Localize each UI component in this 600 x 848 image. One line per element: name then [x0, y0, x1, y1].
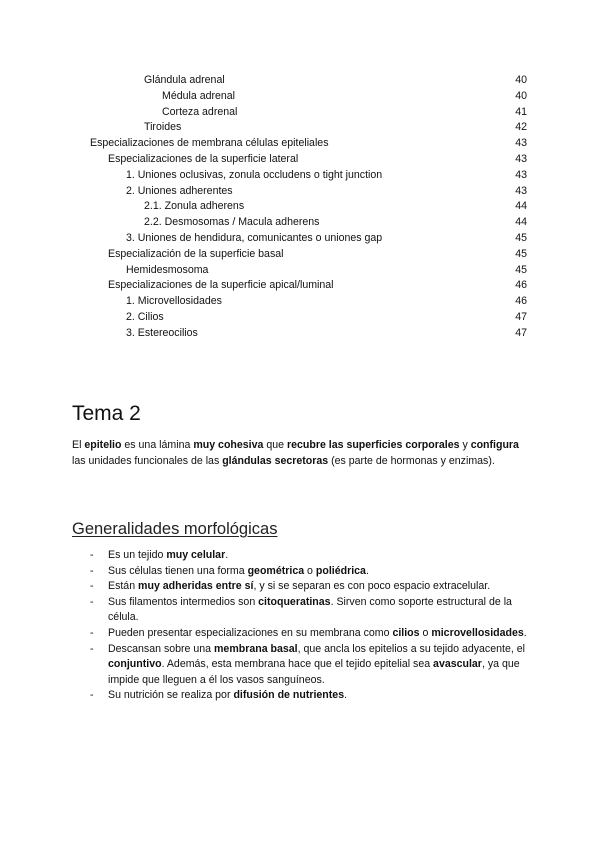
toc-entry[interactable]: [0, 89, 600, 105]
bold-term: microvellosidades: [431, 626, 524, 639]
toc-entry[interactable]: [0, 120, 600, 136]
toc-entry[interactable]: [0, 278, 600, 294]
bold-term: poliédrica: [315, 564, 366, 577]
text-run: las unidades funcionales de las: [72, 454, 223, 467]
toc-entry-page: 40: [515, 74, 527, 86]
toc-entry[interactable]: [0, 326, 600, 342]
text-run: Pueden presentar especializaciones en su membrana como: [108, 626, 393, 639]
toc-entry[interactable]: [0, 294, 600, 310]
text-run: . Además, esta membrana hace que el tejido epitelial sea: [161, 658, 434, 671]
text-run: . Sirven como soporte estructural de la célula.: [108, 595, 512, 624]
toc-entry-page: 45: [515, 263, 527, 276]
toc-entry-label: 2. Cilios: [126, 310, 164, 323]
bullet-dash: -: [90, 549, 94, 561]
toc-entry-label: Especializaciones de la superficie lateral: [108, 152, 299, 165]
text-run: o: [419, 626, 432, 639]
toc-entry[interactable]: [0, 199, 600, 215]
toc-entry-label: Médula adrenal: [162, 89, 236, 102]
text-run: Están: [108, 580, 139, 593]
toc-entry-page: 45: [515, 231, 527, 244]
list-item: [72, 688, 528, 704]
toc-entry-page: 45: [515, 247, 527, 260]
text-run: Es un tejido: [108, 549, 167, 561]
text-run: Sus filamentos intermedios son: [108, 595, 259, 608]
toc-entry[interactable]: [0, 310, 600, 326]
bold-term: muy cohesiva: [193, 439, 264, 451]
toc-entry-page: 44: [515, 216, 527, 229]
toc-entry-label: 1. Uniones oclusivas, zonula occludens o tight junction: [126, 168, 383, 181]
toc-entry-label: 2.2. Desmosomas / Macula adherens: [144, 216, 320, 229]
list-item: [72, 595, 528, 626]
text-run: , ya que impide que lleguen a él los vasos sanguíneos.: [108, 658, 520, 686]
toc-entry-label: 2. Uniones adherentes: [126, 184, 233, 197]
bullet-dash: -: [90, 564, 94, 577]
toc-entry-page: 43: [515, 152, 527, 165]
bold-term: recubre las superficies corporales: [286, 439, 460, 451]
text-run: , y si se separan es con poco espacio extracelular.: [253, 580, 491, 593]
bold-term: citoqueratinas: [258, 595, 331, 608]
bullet-dash: -: [90, 626, 94, 639]
bold-term: glándulas secretoras: [222, 454, 329, 467]
toc-entry[interactable]: [0, 184, 600, 200]
toc-entry[interactable]: [0, 136, 600, 152]
toc-entry-page: 46: [515, 279, 527, 292]
toc-entry-page: 47: [515, 310, 527, 323]
bold-term: conjuntivo: [108, 658, 162, 671]
toc-entry-page: 40: [515, 89, 527, 102]
toc-entry-page: 41: [515, 105, 527, 118]
toc-entry-label: Especialización de la superficie basal: [108, 247, 284, 260]
text-run: .: [523, 626, 527, 639]
bold-term: muy adheridas entre sí: [138, 580, 254, 593]
list-item: [72, 548, 528, 564]
toc-entry-label: 3. Uniones de hendidura, comunicantes o uniones gap: [126, 231, 383, 244]
toc-entry-label: 2.1. Zonula adherens: [144, 200, 245, 213]
toc-entry-label: Glándula adrenal: [144, 74, 225, 86]
toc-entry-page: 47: [515, 326, 527, 339]
toc-entry-page: 44: [515, 200, 527, 213]
list-item: [72, 626, 528, 642]
bold-term: membrana basal: [214, 642, 298, 655]
toc-entry-page: 46: [515, 295, 527, 308]
bold-term: epitelio: [84, 439, 122, 451]
toc-entry-page: 43: [515, 184, 527, 197]
toc-entry[interactable]: [0, 168, 600, 184]
bullet-dash: -: [90, 642, 94, 655]
table-of-contents: [0, 73, 600, 342]
bullet-list: [72, 548, 528, 704]
toc-entry-label: Especializaciones de membrana células epiteliales: [90, 137, 329, 150]
toc-entry[interactable]: [0, 152, 600, 168]
list-item: [72, 579, 528, 595]
bullet-dash: -: [90, 689, 94, 702]
bullet-dash: -: [90, 595, 94, 608]
list-item: [72, 642, 528, 689]
text-run: que: [263, 439, 287, 451]
text-run: o: [304, 564, 316, 577]
toc-entry-label: Tiroides: [144, 121, 182, 134]
text-run: , que ancla los epitelios a su tejido adyacente, el: [297, 642, 525, 655]
toc-entry-page: 43: [515, 168, 527, 181]
text-run: (es parte de hormonas y enzimas).: [328, 454, 495, 467]
text-run: y: [459, 439, 471, 451]
toc-entry-label: Especializaciones de la superficie apical/luminal: [108, 279, 334, 292]
bold-term: cilios: [392, 626, 420, 639]
bold-term: configura: [470, 439, 519, 451]
text-run: El: [72, 439, 85, 451]
text-run: Su nutrición se realiza por: [108, 689, 234, 702]
toc-entry-label: Hemidesmosoma: [126, 263, 209, 276]
text-run: es una lámina: [121, 439, 194, 451]
toc-entry-label: 1. Microvellosidades: [126, 295, 222, 308]
toc-entry[interactable]: [0, 263, 600, 279]
section-heading: Tema 2: [72, 402, 141, 425]
text-run: .: [365, 564, 369, 577]
toc-entry[interactable]: [0, 73, 600, 89]
text-run: .: [344, 689, 348, 702]
toc-entry-label: Corteza adrenal: [162, 105, 238, 118]
text-run: Sus células tienen una forma: [108, 564, 248, 577]
bold-term: geométrica: [247, 564, 305, 577]
subsection-heading: Generalidades morfológicas: [72, 520, 278, 538]
text-run: Descansan sobre una: [108, 642, 215, 655]
toc-entry[interactable]: [0, 215, 600, 231]
toc-entry[interactable]: [0, 231, 600, 247]
bold-term: difusión de nutrientes: [233, 689, 345, 702]
toc-entry-page: 42: [515, 121, 527, 134]
toc-entry[interactable]: [0, 247, 600, 263]
intro-paragraph: [72, 438, 528, 469]
bold-term: avascular: [433, 658, 482, 671]
list-item: [72, 564, 528, 580]
bold-term: muy celular: [166, 549, 226, 561]
toc-entry-page: 43: [515, 137, 527, 150]
bullet-dash: -: [90, 580, 94, 593]
toc-entry[interactable]: [0, 105, 600, 121]
toc-entry-label: 3. Estereocilios: [126, 326, 198, 339]
text-run: .: [225, 549, 229, 561]
